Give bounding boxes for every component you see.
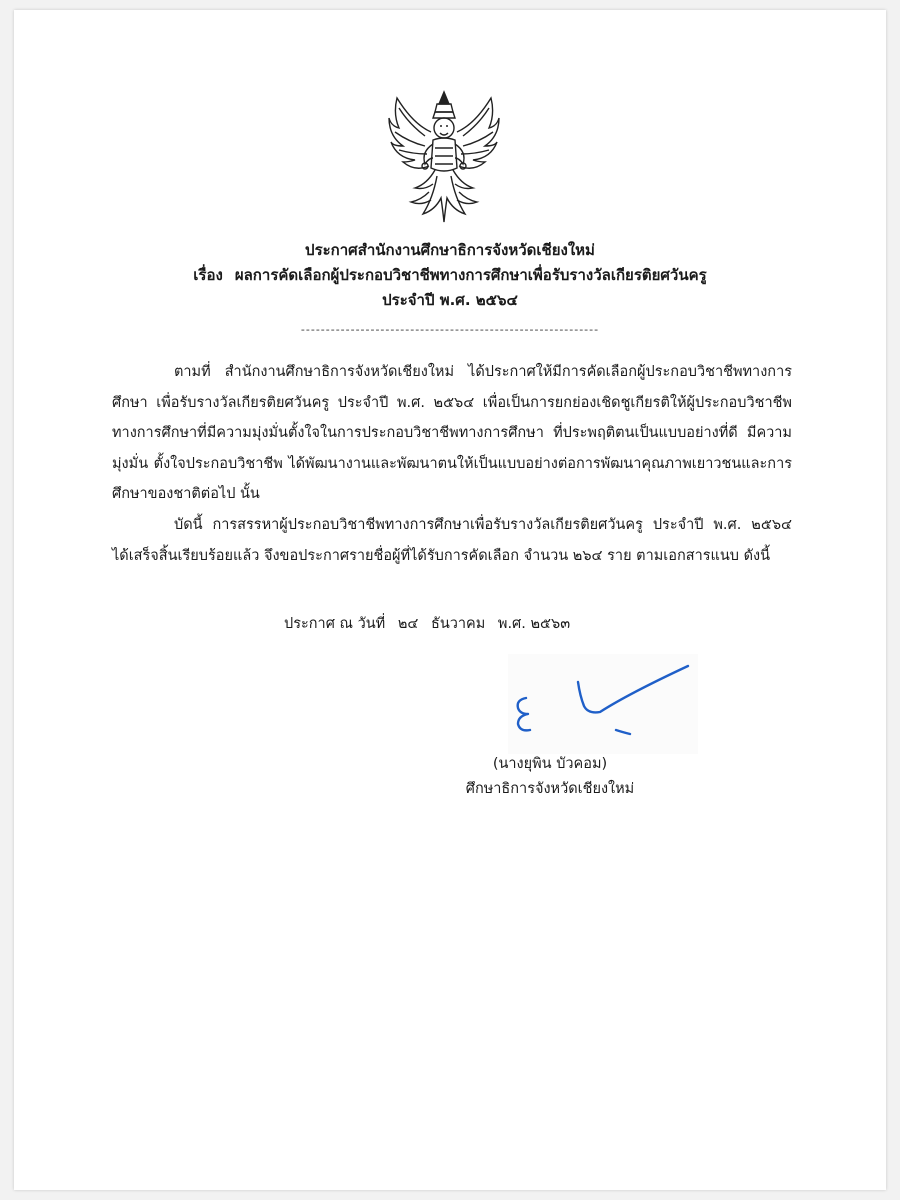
signer-block — [420, 752, 680, 802]
signer-position: ศึกษาธิการจังหวัดเชียงใหม่ — [465, 781, 635, 797]
announcement-month: ธันวาคม — [430, 616, 486, 632]
body-paragraph-2-container — [112, 510, 792, 571]
body-paragraph-1: ตามที่ สำนักงานศึกษาธิการจังหวัดเชียงใหม่ ได้ประกาศให้มีการคัดเลือกผู้ประกอบวิชาชีพทางการศึกษา เพื่อรับรางวัลเกียรติยศวันครู ประจำปี พ.ศ. ๒๕๖๔ เพื่อเป็นการยกย่องเชิดชูเกียรติให้ผู้ประกอบวิชาชีพทางการศึกษาที่มีความมุ่งมั่นตั้งใจในการประกอบวิชาชีพทางการศึกษา ที่ประพฤติตนเป็นแบบอย่างที่ดี มีความมุ่งมั่น ตั้งใจประกอบวิชาชีพ ได้พัฒนางานและพัฒนาตนให้เป็นแบบอย่างต่อการพัฒนาคุณภาพเยาวชนและการศึกษาของชาติต่อไป นั้น — [112, 364, 792, 502]
garuda-emblem-icon — [385, 88, 503, 226]
document-header — [0, 238, 900, 313]
body-paragraph-1-container — [112, 357, 792, 510]
announcement-date — [284, 612, 578, 636]
subject-text: ผลการคัดเลือกผู้ประกอบวิชาชีพทางการศึกษาเพื่อรับรางวัลเกียรติยศวันครู — [234, 266, 707, 284]
announcement-prefix: ประกาศ ณ วันที่ — [284, 616, 386, 632]
subject-label: เรื่อง — [193, 266, 223, 284]
signer-name: (นางยุพิน บัวคอม) — [492, 756, 608, 772]
signature — [508, 654, 698, 754]
header-divider: ------------------------------------------------------------ — [300, 323, 600, 336]
body-paragraph-2: บัดนี้ การสรรหาผู้ประกอบวิชาชีพทางการศึกษาเพื่อรับรางวัลเกียรติยศวันครู ประจำปี พ.ศ. ๒๕๖๔ ได้เสร็จสิ้นเรียบร้อยแล้ว จึงขอประกาศรายชื่อผู้ที่ได้รับการคัดเลือก จำนวน ๒๖๔ ราย ตามเอกสารแนบ ดังนี้ — [112, 517, 792, 564]
announcement-year: พ.ศ. ๒๕๖๓ — [497, 616, 571, 632]
announcement-day: ๒๔ — [397, 616, 419, 632]
header-title: ประกาศสำนักงานศึกษาธิการจังหวัดเชียงใหม่ — [305, 241, 595, 259]
header-subject-line — [0, 263, 900, 288]
header-year: ประจำปี พ.ศ. ๒๕๖๔ — [382, 291, 518, 309]
